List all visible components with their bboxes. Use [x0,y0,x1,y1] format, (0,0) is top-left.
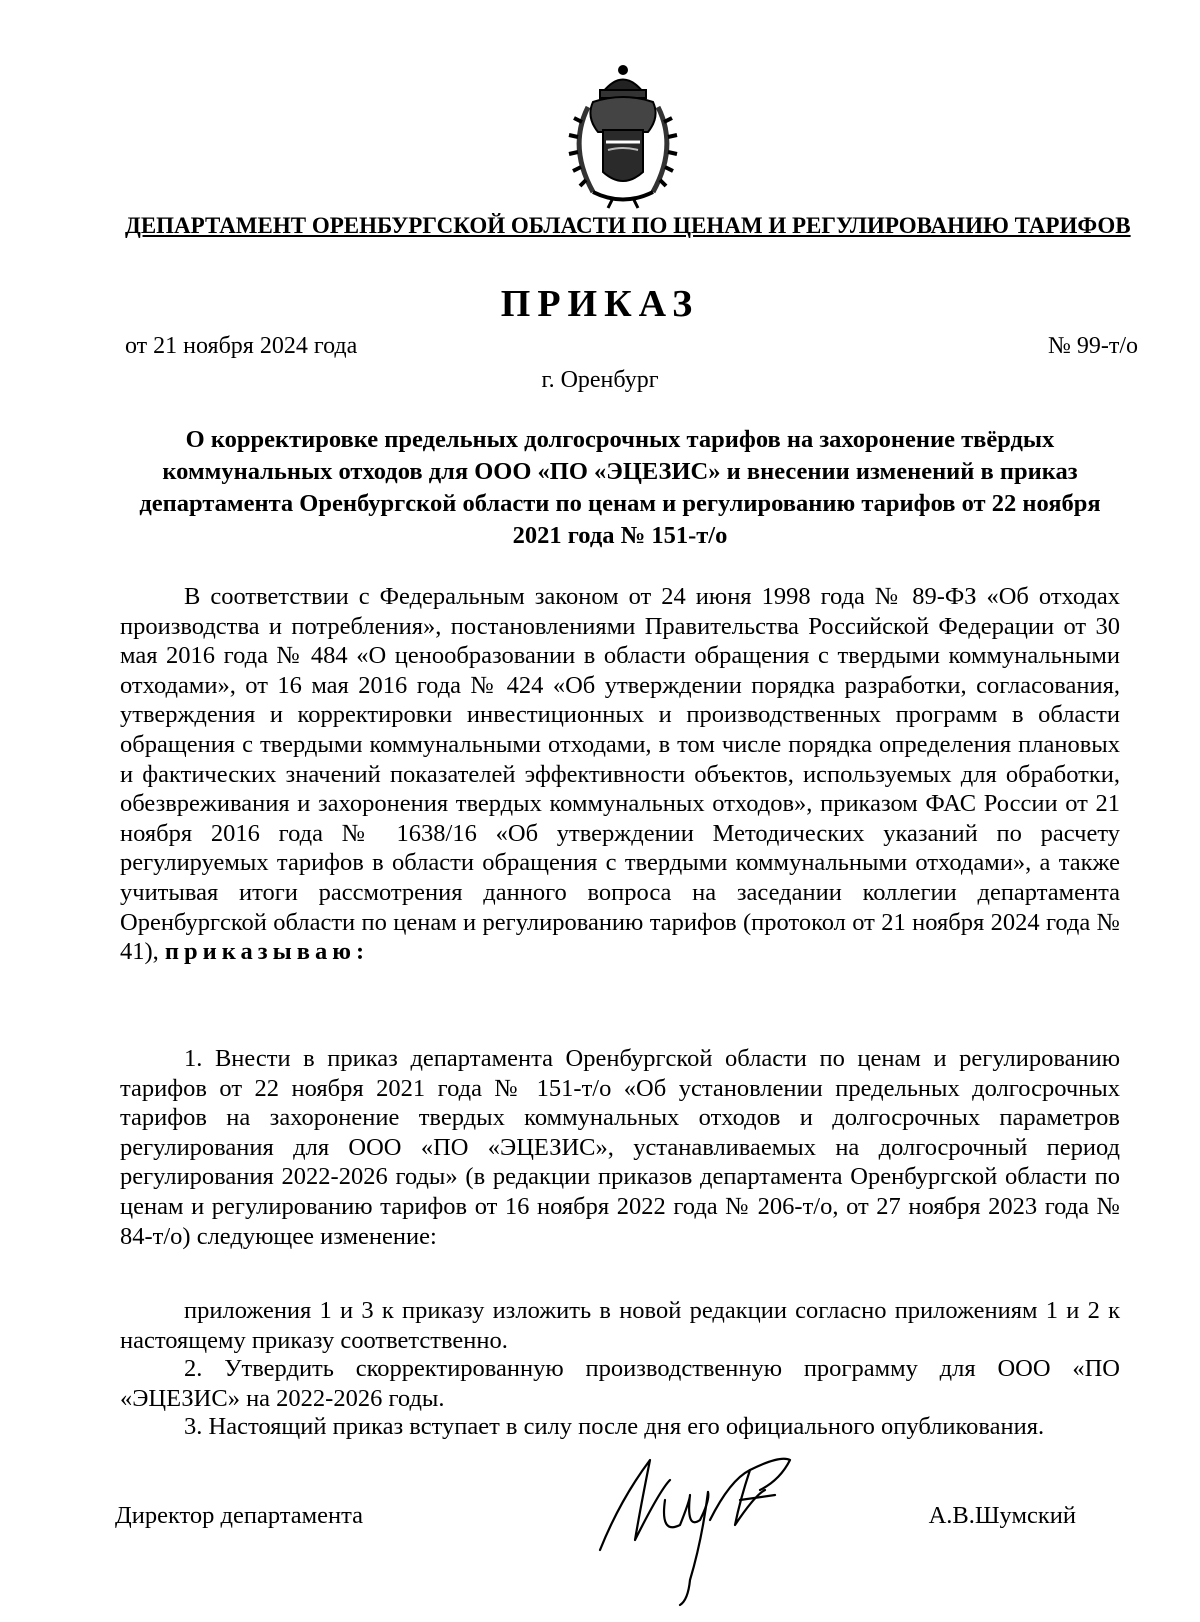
order-number: № 99-т/о [1047,333,1138,359]
item-2-paragraph: 2. Утвердить скорректированную производственную программу для ООО «ПО «ЭЦЕЗИС» на 2022-2026 годы. [120,1355,1120,1412]
order-city: г. Оренбург [541,367,659,393]
document-title: ПРИКАЗ [500,283,700,325]
order-subject: О корректировке предельных долгосрочных тарифов на захоронение твёрдых коммунальных отходов для ООО «ПО «ЭЦЕЗИС» и внесении изменений в приказ департамента Оренбургской области по ценам и регулированию тарифов от 22 ноября 2021 года № 151-т/о [139,426,1101,549]
handwritten-signature [590,1440,810,1610]
item-1-change-paragraph: приложения 1 и 3 к приказу изложить в новой редакции согласно приложениям 1 и 2 к настоящему приказу соответственно. [120,1297,1120,1354]
signatory-name: А.В.Шумский [928,1502,1076,1529]
order-word: приказываю: [164,938,370,966]
order-date: от 21 ноября 2024 года [125,333,358,359]
preamble-text: В соответствии с Федеральным законом от 24 июня 1998 года № 89-ФЗ «Об отходах производства и потребления», постановлениями Правительства Российской Федерации от 30 мая 2016 года № 484 «О ценообразовании в области обращения с твердыми коммунальными отходами», от 16 мая 2016 года № 424 «Об утверждении порядка разработки, согласования, утверждения и корректировки инвестиционных и производственных программ в области обращения с твердыми коммунальными отходами, в том числе порядка определения плановых и фактических значений показателей эффективности объектов, используемых для обработки, обезвреживания и захоронения твердых коммунальных отходов», приказом ФАС России от 21 ноября 2016 года № 1638/16 «Об утверждении Методических указаний по расчету регулируемых тарифов в области обращения с твердыми коммунальными отходами», а также учитывая итоги рассмотрения данного вопроса на заседании коллегии департамента Оренбургской области по ценам и регулированию тарифов (протокол от 21 ноября 2024 года № 41), [120,583,1120,966]
preamble-paragraph [120,582,1120,967]
department-name: ДЕПАРТАМЕНТ ОРЕНБУРГСКОЙ ОБЛАСТИ ПО ЦЕНАМ И РЕГУЛИРОВАНИЮ ТАРИФОВ [125,213,1131,238]
signatory-position: Директор департамента [115,1502,364,1529]
coat-of-arms-emblem [548,62,698,212]
item-1-paragraph: 1. Внести в приказ департамента Оренбургской области по ценам и регулированию тарифов от 22 ноября 2021 года № 151-т/о «Об установлении предельных долгосрочных тарифов на захоронение твердых коммунальных отходов и долгосрочных параметров регулирования для ООО «ПО «ЭЦЕЗИС», устанавливаемых на долгосрочный период регулирования 2022-2026 годы» (в редакции приказов департамента Оренбургской области по ценам и регулированию тарифов от 16 ноября 2022 года № 206-т/о, от 27 ноября 2023 года № 84-т/о) следующее изменение: [120,1045,1120,1250]
item-3-paragraph: 3. Настоящий приказ вступает в силу после дня его официального опубликования. [184,1413,1045,1440]
